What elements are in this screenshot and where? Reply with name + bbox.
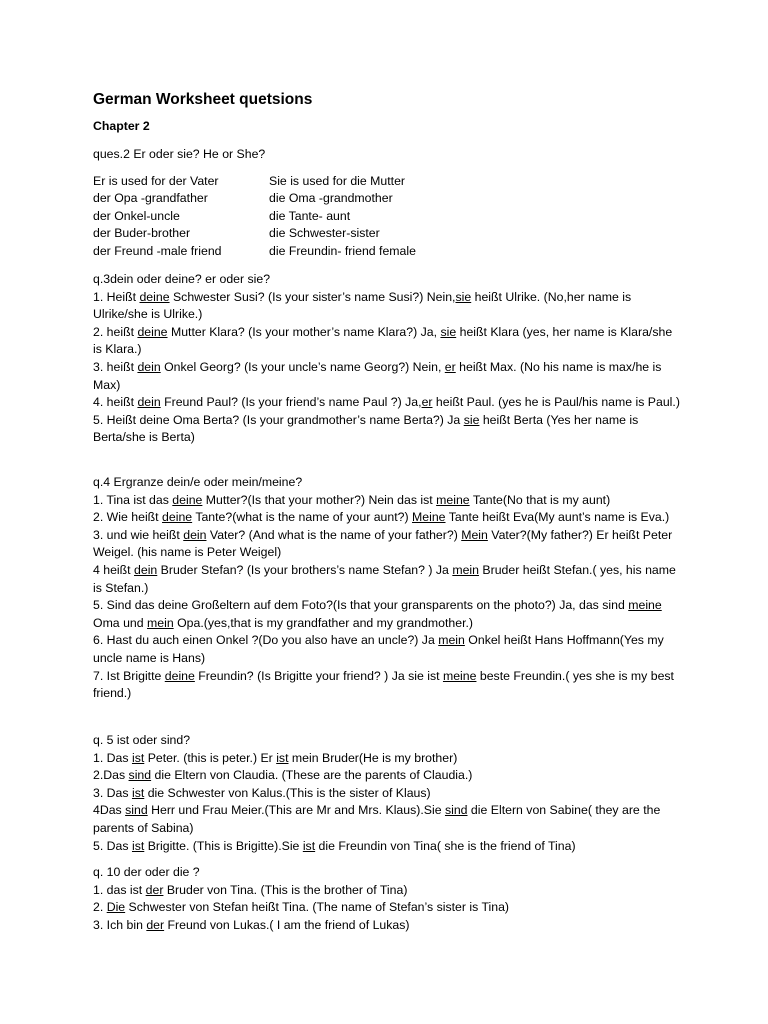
answer-word: sie <box>455 289 472 304</box>
question-text: Brigitte. (This is Brigitte).Sie <box>144 838 303 853</box>
question-text: 4Das <box>93 803 126 818</box>
answer-word: mein <box>438 633 465 648</box>
answer-word: dein <box>137 359 161 374</box>
question-text: mein Bruder(He is my brother) <box>288 750 458 765</box>
question-text: Bruder Stefan? (Is your brothers’s name Stefan? ) Ja <box>157 562 453 577</box>
question-text: Mutter Klara? (Is your mother’s name Klara?) Ja, <box>167 324 441 339</box>
question-item <box>93 668 683 703</box>
question-text: Onkel heißt Hans Hoffmann(Yes my uncle name is Hans) <box>93 633 664 665</box>
question-text: 5. Heißt deine Oma Berta? (Is your grandmother’s name Berta?) Ja <box>93 412 464 427</box>
question-text: Mutter?(Is that your mother?) Nein das ist <box>202 492 437 507</box>
question-text: Freund Paul? (Is your friend’s name Paul ?) Ja, <box>160 395 422 410</box>
q5-items <box>93 750 683 856</box>
question-text: Tante?(what is the name of your aunt?) <box>192 510 413 525</box>
answer-word: dein <box>137 395 161 410</box>
question-text: 2. Wie heißt <box>93 510 163 525</box>
question-text: heißt Klara (yes, her name is Klara/she is Klara.) <box>93 324 673 357</box>
q10-heading: q. 10 der oder die ? <box>93 865 200 879</box>
q2-heading: ques.2 Er oder sie? He or She? <box>93 147 266 161</box>
question-text: Schwester von Stefan heißt Tina. (The name of Stefan’s sister is Tina) <box>125 900 510 915</box>
question-text: Bruder von Tina. (This is the brother of Tina) <box>163 882 408 897</box>
question-text: 3. und wie heißt <box>93 527 184 542</box>
answer-word: deine <box>139 289 170 304</box>
answer-word: er <box>444 359 456 374</box>
question-text: beste Freundin.( yes she is my best friend.) <box>93 668 674 701</box>
question-text: Onkel Georg? (Is your uncle’s name Georg?) Nein, <box>160 359 445 374</box>
answer-word: der <box>146 917 165 932</box>
answer-word: ist <box>302 838 316 853</box>
chapter-heading: Chapter 2 <box>93 119 150 133</box>
vocab-left: der Onkel-uncle <box>93 208 180 223</box>
q5-heading: q. 5 ist oder sind? <box>93 733 191 747</box>
question-item <box>93 359 683 394</box>
vocab-pair <box>93 243 683 261</box>
question-item <box>93 767 683 785</box>
answer-word: sie <box>440 324 457 339</box>
question-text: 2.Das <box>93 768 129 783</box>
question-item <box>93 838 683 856</box>
question-text: 2. <box>93 900 107 915</box>
question-text: 1. das ist <box>93 882 146 897</box>
answer-word: er <box>421 395 433 410</box>
q4-heading: q.4 Ergranze dein/e oder mein/meine? <box>93 475 303 489</box>
vocab-right: die Oma -grandmother <box>269 191 393 206</box>
question-item <box>93 562 683 597</box>
answer-word: meine <box>628 598 662 613</box>
question-text: 4. heißt <box>93 395 138 410</box>
question-text: Oma und <box>93 615 147 630</box>
vocab-left: Er is used for der Vater <box>93 173 219 188</box>
section-q3 <box>93 271 683 447</box>
section-q4 <box>93 474 683 703</box>
question-item <box>93 324 683 359</box>
answer-word: ist <box>131 838 145 853</box>
question-item <box>93 492 683 510</box>
q10-items <box>93 882 683 935</box>
question-text: heißt Max. (No his name is max/he is Max) <box>93 359 662 392</box>
answer-word: mein <box>452 562 479 577</box>
question-item <box>93 509 683 527</box>
answer-word: ist <box>131 750 145 765</box>
question-text: Bruder heißt Stefan.( yes, his name is Stefan.) <box>93 562 676 595</box>
answer-word: der <box>145 882 164 897</box>
answer-word: meine <box>442 668 477 683</box>
answer-word: sie <box>463 412 480 427</box>
question-text: die Eltern von Claudia. (These are the parents of Claudia.) <box>151 768 473 783</box>
answer-word: deine <box>172 492 203 507</box>
question-text: heißt Ulrike. (No,her name is Ulrike/she is Ulrike.) <box>93 289 632 322</box>
question-item <box>93 802 683 837</box>
question-text: Freund von Lukas.( I am the friend of Lukas) <box>164 917 410 932</box>
question-text: Vater? (And what is the name of your father?) <box>206 527 462 542</box>
question-text: Vater?(My father?) Er heißt Peter Weigel. (his name is Peter Weigel) <box>93 527 673 560</box>
answer-word: dein <box>183 527 207 542</box>
question-text: Opa.(yes,that is my grandfather and my grandmother.) <box>173 615 474 630</box>
answer-word: Mein <box>461 527 488 542</box>
question-item <box>93 785 683 803</box>
vocab-right: die Freundin- friend female <box>269 243 416 258</box>
question-text: 1. Tina ist das <box>93 492 173 507</box>
question-item <box>93 527 683 562</box>
question-text: Peter. (this is peter.) Er <box>144 750 277 765</box>
q4-items <box>93 492 683 703</box>
section-q5 <box>93 732 683 855</box>
vocab-pair <box>93 225 683 243</box>
answer-word: Meine <box>412 510 446 525</box>
answer-word: deine <box>162 510 193 525</box>
question-item <box>93 750 683 768</box>
vocab-left: der Buder-brother <box>93 226 191 241</box>
question-text: 1. Das <box>93 750 132 765</box>
question-item <box>93 899 683 917</box>
question-item <box>93 917 683 935</box>
question-text: 3. Ich bin <box>93 917 147 932</box>
question-text: Herr und Frau Meier.(This are Mr and Mrs. Klaus).Sie <box>147 803 445 818</box>
question-text: die Eltern von Sabine( they are the parents of Sabina) <box>93 803 661 835</box>
question-text: 1. Heißt <box>93 289 140 304</box>
q3-heading: q.3dein oder deine? er oder sie? <box>93 272 271 286</box>
question-text: die Schwester von Kalus.(This is the sister of Klaus) <box>144 785 431 800</box>
question-text: 3. heißt <box>93 359 138 374</box>
vocab-pair <box>93 208 683 226</box>
answer-word: mein <box>147 615 174 630</box>
answer-word: sind <box>125 803 148 818</box>
vocab-pair <box>93 190 683 208</box>
document-title: German Worksheet quetsions <box>93 91 313 108</box>
question-text: Tante(No that is my aunt) <box>469 492 611 507</box>
question-text: heißt Paul. (yes he is Paul/his name is Paul.) <box>432 395 680 410</box>
answer-word: meine <box>436 492 470 507</box>
answer-word: Die <box>106 900 126 915</box>
question-item <box>93 597 683 632</box>
question-text: 2. heißt <box>93 324 138 339</box>
question-text: heißt Berta (Yes her name is Berta/she is Berta) <box>93 412 639 445</box>
question-text: 3. Das <box>93 785 132 800</box>
vocab-left: der Opa -grandfather <box>93 191 208 206</box>
question-text: Freundin? (Is Brigitte your friend? ) Ja sie ist <box>194 668 443 683</box>
question-text: 6. Hast du auch einen Onkel ?(Do you also have an uncle?) Ja <box>93 633 439 648</box>
answer-word: sind <box>128 768 152 783</box>
question-item <box>93 632 683 667</box>
answer-word: ist <box>131 785 145 800</box>
vocab-left: der Freund -male friend <box>93 243 222 258</box>
answer-word: ist <box>276 750 289 765</box>
answer-word: deine <box>164 668 195 683</box>
answer-word: deine <box>137 324 168 339</box>
question-text: Tante heißt Eva(My aunt’s name is Eva.) <box>445 510 670 525</box>
question-text: 5. Das <box>93 838 132 853</box>
question-text: 5. Sind das deine Großeltern auf dem Foto?(Is that your gransparents on the photo?) Ja, das sind <box>93 598 629 613</box>
question-text: Schwester Susi? (Is your sister’s name Susi?) Nein, <box>169 289 456 304</box>
question-item <box>93 412 683 447</box>
question-item <box>93 394 683 412</box>
question-item <box>93 289 683 324</box>
vocab-right: Sie is used for die Mutter <box>269 173 406 188</box>
section-q10 <box>93 864 683 934</box>
answer-word: dein <box>134 562 158 577</box>
question-text: die Freundin von Tina( she is the friend of Tina) <box>315 838 576 853</box>
vocab-pair <box>93 173 683 191</box>
question-text: 7. Ist Brigitte <box>93 668 165 683</box>
q3-items <box>93 289 683 447</box>
question-text: 4 heißt <box>93 562 135 577</box>
section-q2 <box>93 146 683 261</box>
vocab-right: die Schwester-sister <box>269 226 380 241</box>
question-item <box>93 882 683 900</box>
q2-pairs <box>93 173 683 261</box>
answer-word: sind <box>444 803 468 818</box>
vocab-right: die Tante- aunt <box>269 208 351 223</box>
